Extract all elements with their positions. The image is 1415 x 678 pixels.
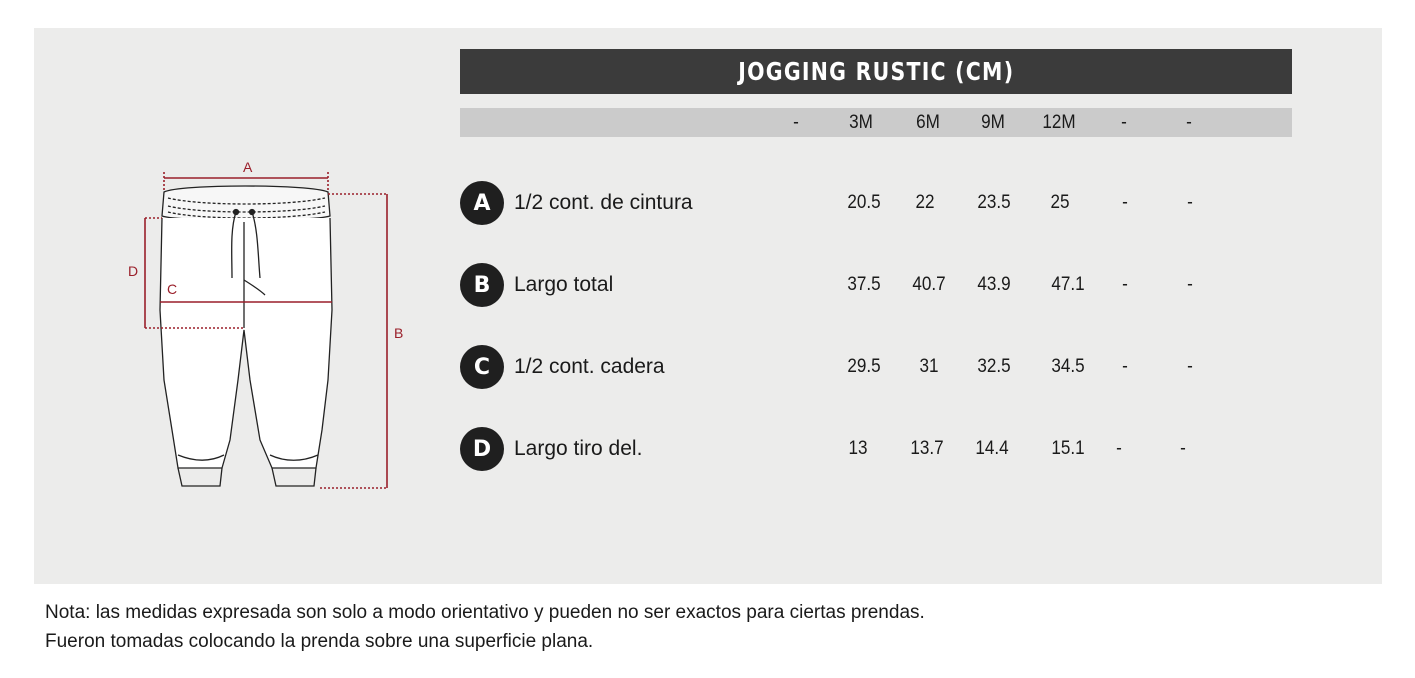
measurement-value: 43.9 bbox=[977, 274, 1011, 295]
measurement-value: 32.5 bbox=[977, 356, 1011, 377]
note-line-2: Fueron tomadas colocando la prenda sobre una superficie plana. bbox=[45, 631, 594, 652]
size-column-header: 12M bbox=[1042, 112, 1076, 133]
size-column-header: 6M bbox=[916, 112, 940, 133]
measurement-value: 14.4 bbox=[975, 438, 1009, 459]
measurement-row-c bbox=[460, 345, 1292, 389]
size-column-header: 9M bbox=[981, 112, 1005, 133]
measurement-value: 29.5 bbox=[847, 356, 881, 377]
measurement-value: 40.7 bbox=[912, 274, 946, 295]
measurement-value: 13 bbox=[848, 438, 868, 459]
measurement-value: - bbox=[1187, 192, 1193, 213]
measurement-value: - bbox=[1180, 438, 1186, 459]
measurement-row-d bbox=[460, 427, 1292, 471]
row-badge: C bbox=[460, 345, 504, 389]
measurement-value: - bbox=[1122, 356, 1128, 377]
row-label: 1/2 cont. cadera bbox=[514, 355, 665, 378]
jogger-pants-icon bbox=[160, 186, 332, 486]
measurement-value: 15.1 bbox=[1051, 438, 1085, 459]
row-label: Largo tiro del. bbox=[514, 437, 643, 460]
measurement-row-b bbox=[460, 263, 1292, 307]
measurement-value: - bbox=[1122, 192, 1128, 213]
measurement-value: - bbox=[1122, 274, 1128, 295]
diagram-label-d: D bbox=[128, 263, 139, 279]
size-column-header: - bbox=[793, 112, 799, 133]
diagram-label-b: B bbox=[394, 325, 404, 341]
chart-title-bar bbox=[460, 49, 1292, 94]
measurement-row-a bbox=[460, 181, 1292, 225]
measurement-value: 23.5 bbox=[977, 192, 1011, 213]
measurement-note bbox=[45, 598, 925, 656]
size-column-header: - bbox=[1121, 112, 1127, 133]
size-column-header: - bbox=[1186, 112, 1192, 133]
diagram-label-c: C bbox=[167, 281, 178, 297]
row-label: 1/2 cont. de cintura bbox=[514, 191, 693, 214]
measurement-value: 13.7 bbox=[910, 438, 944, 459]
measurement-value: 34.5 bbox=[1051, 356, 1085, 377]
row-label: Largo total bbox=[514, 273, 614, 296]
measurement-value: - bbox=[1116, 438, 1122, 459]
measurement-value: - bbox=[1187, 356, 1193, 377]
row-badge: B bbox=[460, 263, 504, 307]
measurement-value: 20.5 bbox=[847, 192, 881, 213]
measurement-value: - bbox=[1187, 274, 1193, 295]
row-badge: A bbox=[460, 181, 504, 225]
jogger-pants-diagram bbox=[120, 150, 420, 495]
measurement-value: 37.5 bbox=[847, 274, 881, 295]
size-header-row bbox=[460, 108, 1292, 137]
measurement-value: 31 bbox=[919, 356, 939, 377]
note-line-1: Nota: las medidas expresada son solo a modo orientativo y pueden no ser exactos para ciertas prendas. bbox=[45, 602, 925, 623]
measurement-value: 22 bbox=[915, 192, 935, 213]
chart-title: JOGGING RUSTIC (CM) bbox=[737, 57, 1015, 86]
row-badge: D bbox=[460, 427, 504, 471]
diagram-label-a: A bbox=[243, 159, 253, 175]
measurement-value: 25 bbox=[1050, 192, 1070, 213]
size-column-header: 3M bbox=[849, 112, 873, 133]
measurement-value: 47.1 bbox=[1051, 274, 1085, 295]
